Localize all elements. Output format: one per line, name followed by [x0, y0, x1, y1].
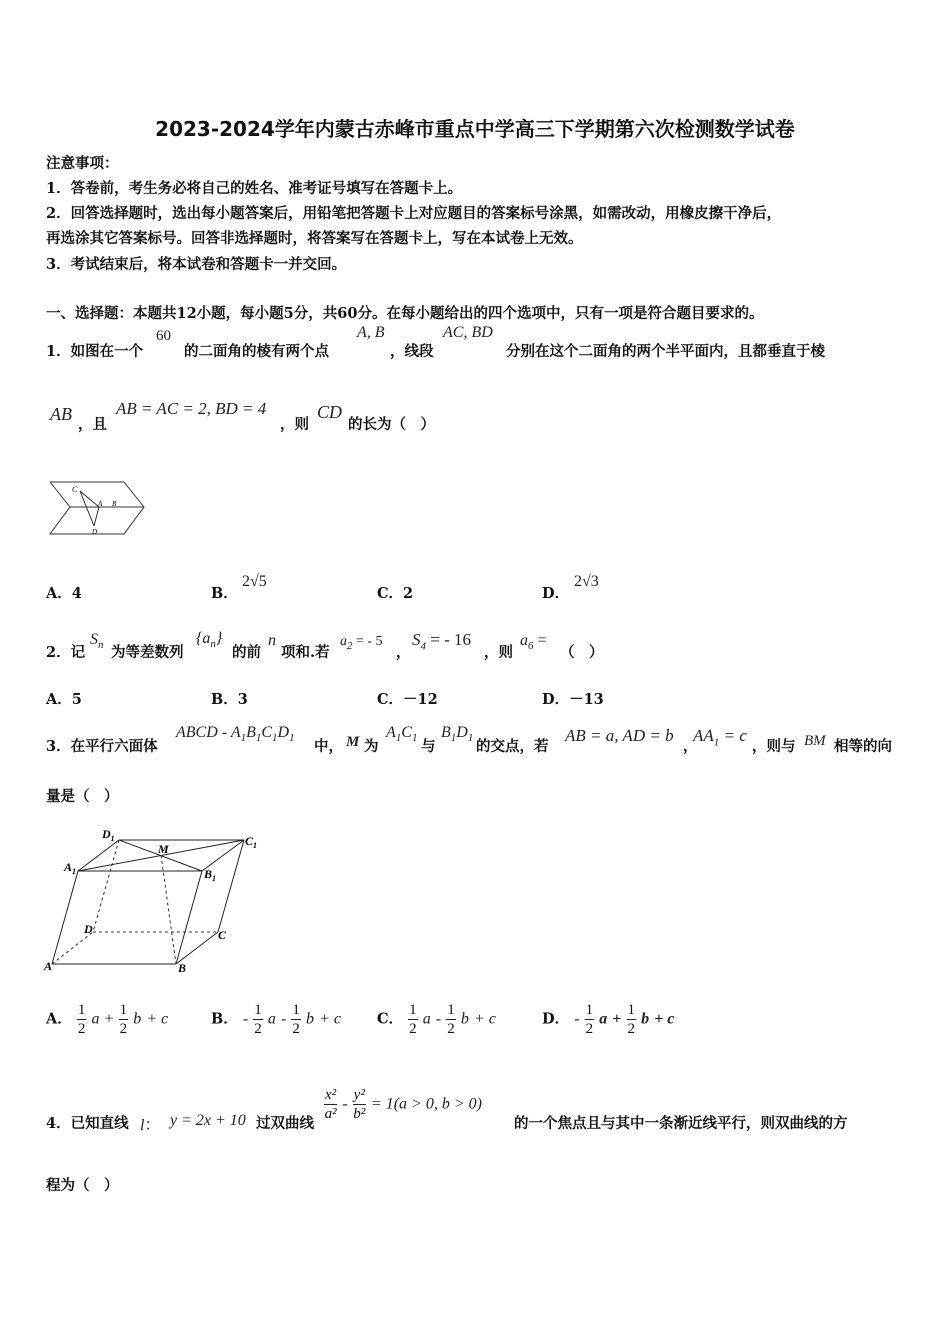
q3-parallelepiped-figure — [44, 826, 268, 976]
q3-fig-label-a1: $A_1$ — [64, 860, 77, 876]
q3-fig-label-d: D — [84, 922, 93, 936]
q3-text-3: 为 — [364, 738, 379, 755]
q3-math-b1d1: $B_1D_1$ — [441, 724, 474, 745]
q2-option-c: C．－12 — [377, 691, 438, 708]
q2-option-b: B．3 — [211, 691, 248, 708]
notice-heading: 注意事项： — [46, 155, 119, 172]
q1-math-ab: A, B — [357, 324, 385, 341]
q1-option-b-math: 2√5 — [242, 573, 267, 590]
q1-option-d: D． — [542, 585, 570, 602]
q2-option-a: A．5 — [46, 691, 82, 708]
q2-option-d: D．－13 — [542, 691, 604, 708]
q1-text-4: 分别在这个二面角的两个半平面内，且都垂直于棱 — [506, 343, 825, 360]
q3-option-a: A． $\frac{1}{2}$ a + $\frac{1}{2}$ b + c — [46, 1002, 169, 1037]
q1-math-acbd: AC, BD — [443, 324, 493, 341]
q1-math-lengths: AB = AC = 2, BD = 4 — [116, 399, 267, 418]
q3-text-7: ，则与 — [752, 738, 796, 755]
q3-fig-label-m: M — [158, 842, 169, 856]
q3-math-bm: BM — [804, 733, 826, 749]
q2-text-5: ， — [396, 644, 411, 661]
q3-text-9: 量是（ ） — [46, 788, 119, 805]
q1-fig-label-a: A — [98, 500, 103, 508]
q2-math-a6: $a_6$ = — [520, 632, 547, 653]
notice-item-1: 1．答卷前，考生务必将自己的姓名、准考证号填写在答题卡上。 — [46, 180, 463, 197]
q4-math-hyperbola: $\frac{\text{x²}}{\text{a²}}$ - $\frac{\text{y²}}{\text{b²}}$ = 1(a > 0, b > 0) — [324, 1087, 482, 1122]
q3-fig-label-c1: $C_1$ — [245, 834, 258, 850]
q2-math-s4: $S_4$ = - 16 — [412, 630, 471, 653]
q3-text-1: 3．在平行六面体 — [46, 738, 158, 755]
q2-text-3: 的前 — [232, 644, 261, 661]
notice-item-2a: 2．回答选择题时，选出每小题答案后，用铅笔把答题卡上对应题目的答案标号涂黑，如需改动，用橡皮擦干净后， — [46, 205, 782, 222]
q3-fig-label-b: B — [178, 961, 187, 975]
q2-math-n: n — [268, 632, 276, 649]
q1-text-5: ，且 — [78, 416, 107, 433]
q1-math-cd: CD — [317, 402, 343, 422]
q1-dihedral-figure — [46, 476, 150, 542]
q1-option-c: C．2 — [377, 585, 414, 602]
q3-math-prism: ABCD - $A_1B_1C_1D_1$ — [176, 724, 295, 745]
notice-item-2b: 再选涂其它答案标号。回答非选择题时，将答案写在答题卡上，写在本试卷上无效。 — [46, 230, 583, 247]
q1-text-3: ，线段 — [390, 343, 434, 360]
q2-text-6: ，则 — [484, 644, 513, 661]
q1-text-2: 的二面角的棱有两个点 — [184, 343, 329, 360]
q1-math-ab2: AB — [50, 404, 72, 424]
q4-text-2: 过双曲线 — [256, 1115, 314, 1132]
q2-math-an: $\{a_n\}$ — [196, 630, 223, 651]
section-heading: 一、选择题：本题共12小题，每小题5分，共60分。在每小题给出的四个选项中，只有一项是符合题目要求的。 — [46, 305, 764, 322]
q1-option-b: B． — [211, 585, 238, 602]
q3-fig-label-d1: $D_1$ — [102, 827, 115, 843]
q4-text-1: 4．已知直线 — [46, 1115, 129, 1132]
q1-math-60: 60 — [156, 328, 171, 344]
q1-option-d-math: 2√3 — [574, 573, 599, 590]
q3-option-c: C． $\frac{1}{2}$ a - $\frac{1}{2}$ b + c — [377, 1002, 496, 1037]
q4-math-line: y = 2x + 10 — [170, 1112, 246, 1129]
q3-option-b: B． - $\frac{1}{2}$ a - $\frac{1}{2}$ b + c — [211, 1002, 341, 1037]
q2-math-sn: $S_n$ — [90, 631, 104, 652]
q3-text-4: 与 — [421, 738, 436, 755]
q1-option-a: A．4 — [46, 585, 82, 602]
page-title: 2023-2024学年内蒙古赤峰市重点中学高三下学期第六次检测数学试卷 — [155, 117, 795, 141]
q4-text-3: 的一个焦点且与其中一条渐近线平行，则双曲线的方 — [514, 1115, 848, 1132]
q3-math-vectors: AB = a, AD = b — [565, 726, 674, 745]
q3-text-6: ， — [683, 738, 698, 755]
q3-text-5: 的交点，若 — [476, 738, 549, 755]
notice-item-3: 3．考试结束后，将本试卷和答题卡一并交回。 — [46, 256, 347, 273]
q2-text-2: 为等差数列 — [111, 644, 184, 661]
q2-text-4: 项和.若 — [281, 644, 330, 661]
q1-fig-label-c: C — [72, 485, 78, 494]
q3-math-m: M — [346, 734, 360, 750]
q4-text-4: 程为（ ） — [46, 1177, 119, 1194]
q2-text-1: 2．记 — [46, 644, 86, 661]
q3-option-d: D． - $\frac{1}{2}$ a + $\frac{1}{2}$ b + c — [542, 1002, 675, 1037]
q2-math-a2: $a_2$ = - 5 — [340, 634, 383, 652]
q4-math-l: l： — [140, 1117, 161, 1134]
q3-text-2: 中， — [314, 738, 343, 755]
q1-text-7: 的长为（ ） — [348, 416, 435, 433]
q3-fig-label-a: A — [44, 959, 53, 973]
q1-text-6: ，则 — [280, 416, 309, 433]
q1-fig-label-d: D — [92, 528, 98, 536]
q1-fig-label-b: B — [112, 500, 117, 508]
q1-text-1: 1．如图在一个 — [46, 343, 144, 360]
q3-fig-label-b1: $B_1$ — [204, 867, 217, 883]
q3-fig-label-c: C — [218, 928, 227, 942]
q3-text-8: 相等的向 — [834, 738, 892, 755]
q2-text-7: （ ） — [560, 644, 604, 661]
q3-math-a1c1: $A_1C_1$ — [386, 724, 418, 745]
q3-math-aa1: $AA_1 = c$ — [693, 726, 747, 749]
